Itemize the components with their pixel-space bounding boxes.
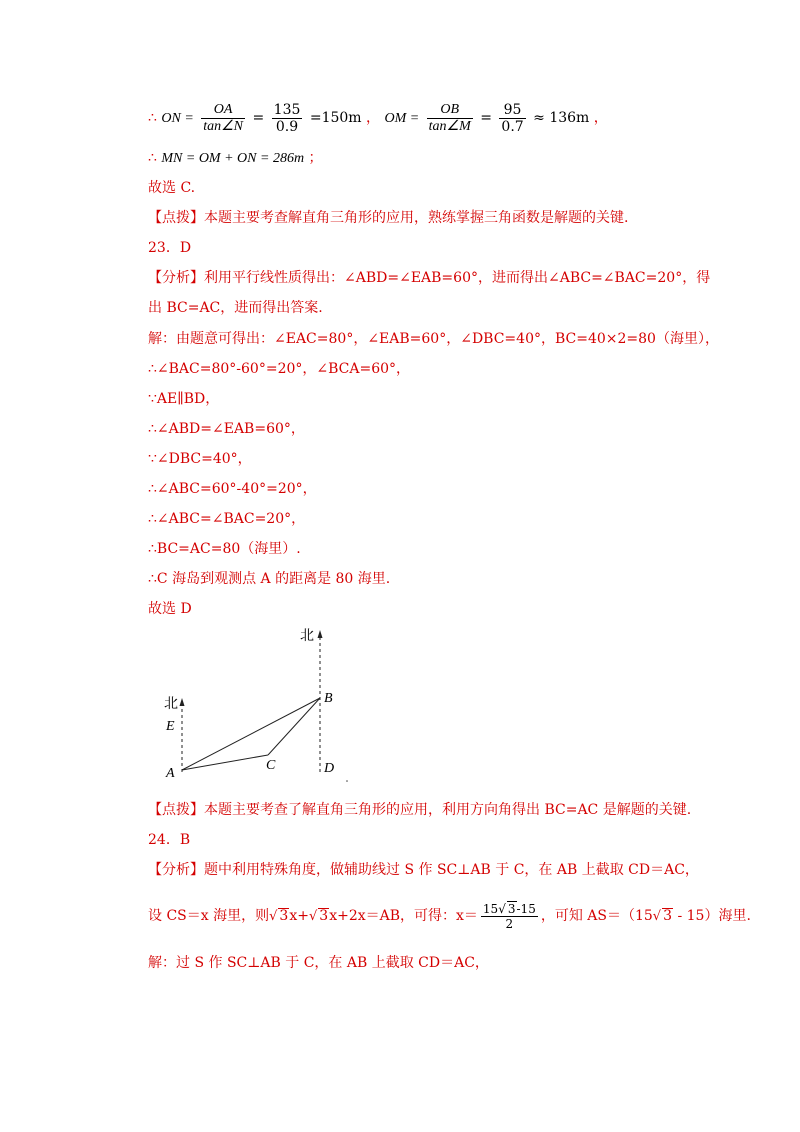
fraction-numerator: 135 bbox=[273, 101, 301, 118]
fraction-denominator: tan∠N bbox=[203, 118, 244, 134]
solution-line-24: 解：过 S 作 SC⊥AB 于 C，在 AB 上截取 CD＝AC， bbox=[148, 955, 489, 971]
north-label-b: 北 bbox=[300, 629, 314, 644]
fraction-oa-tan-n bbox=[201, 102, 245, 135]
segment-ab bbox=[182, 698, 320, 770]
numerator-part: 15 bbox=[482, 902, 499, 916]
solution-line: ∴C 海岛到观测点 A 的距离是 80 海里. bbox=[148, 571, 391, 587]
fraction-x-value bbox=[481, 901, 538, 931]
hint-tag: 【点拨】 bbox=[148, 802, 204, 818]
fraction-denominator: tan∠M bbox=[428, 118, 471, 134]
mn-expression: MN = OM + ON = 286m bbox=[161, 151, 305, 166]
analysis-equation-24 bbox=[148, 898, 751, 935]
sqrt-sign: √ bbox=[652, 909, 662, 924]
segment-ac bbox=[182, 755, 268, 770]
text-part: x+ bbox=[289, 908, 309, 924]
separator: ， bbox=[593, 110, 608, 126]
text-part: ，可知 AS＝（15 bbox=[540, 908, 653, 924]
sqrt-sign: √ bbox=[269, 909, 278, 924]
sqrt-sign: √ bbox=[308, 909, 318, 924]
arrow-north-b bbox=[318, 630, 323, 638]
solution-line: ∴∠ABC=60°-40°=20°， bbox=[148, 481, 317, 497]
separator: ， bbox=[366, 110, 381, 126]
hint-text: 本题主要考查了解直角三角形的应用，利用方向角得出 BC=AC 是解题的关键. bbox=[204, 802, 692, 818]
equals-sign: = bbox=[252, 110, 265, 126]
therefore-symbol: ∴ bbox=[148, 110, 157, 126]
on-result: =150m bbox=[309, 110, 362, 126]
sqrt-sign: √ bbox=[498, 902, 506, 916]
solution-line: ∵AE∥BD， bbox=[148, 391, 220, 407]
point-label-d: D bbox=[324, 761, 335, 776]
therefore-symbol: ∴ bbox=[148, 150, 157, 166]
numerator-part: -15 bbox=[516, 902, 536, 916]
speck bbox=[346, 780, 348, 782]
fraction-denominator: 2 bbox=[505, 917, 514, 931]
text-part: - 15）海里. bbox=[673, 908, 751, 924]
fraction-numerator: 95 bbox=[499, 102, 525, 119]
hint-line-22 bbox=[148, 208, 628, 228]
segment-cb bbox=[268, 698, 320, 755]
radicand: 3 bbox=[319, 908, 329, 924]
arrow-north-a bbox=[180, 698, 185, 706]
radicand: 3 bbox=[279, 908, 289, 924]
answer-line-d: 故选 D bbox=[148, 601, 192, 617]
answer-line-c: 故选 C. bbox=[148, 180, 196, 196]
radicand: 3 bbox=[663, 908, 673, 924]
solution-line: ∵∠DBC=40°， bbox=[148, 451, 252, 467]
text-part: 设 CS＝x 海里，则 bbox=[148, 908, 270, 924]
analysis-line-24 bbox=[148, 860, 699, 880]
hint-text: 本题主要考查解直角三角形的应用，熟练掌握三角函数是解题的关键. bbox=[204, 210, 629, 226]
point-label-e: E bbox=[166, 719, 175, 734]
analysis-line-23-cont: 出 BC=AC，进而得出答案. bbox=[148, 300, 323, 316]
solution-line: ∴BC=AC=80（海里）. bbox=[148, 541, 301, 557]
om-lhs: OM = bbox=[384, 111, 420, 126]
equation-on-om bbox=[148, 98, 608, 139]
separator: ； bbox=[308, 150, 323, 166]
fraction-135-0.9 bbox=[272, 102, 303, 135]
point-label-b: B bbox=[324, 691, 333, 706]
hint-line-23 bbox=[148, 800, 691, 820]
solution-line: 解：由题意可得出：∠EAC=80°，∠EAB=60°，∠DBC=40°，BC=40×2=80（海里）， bbox=[148, 331, 719, 347]
analysis-tag: 【分析】 bbox=[148, 862, 204, 878]
equation-mn bbox=[148, 148, 323, 169]
solution-line: ∴∠ABD=∠EAB=60°， bbox=[148, 421, 305, 437]
fraction-numerator: OA bbox=[201, 102, 245, 119]
fraction-denominator: 0.7 bbox=[501, 118, 524, 135]
question-number-24: 24．B bbox=[148, 832, 191, 848]
analysis-line-23 bbox=[148, 268, 710, 288]
point-label-c: C bbox=[266, 758, 276, 773]
question-number-23: 23．D bbox=[148, 240, 192, 256]
analysis-text: 题中利用特殊角度，做辅助线过 S 作 SC⊥AB 于 C，在 AB 上截取 CD＝AC， bbox=[204, 862, 699, 878]
solution-line: ∴∠ABC=∠BAC=20°， bbox=[148, 511, 306, 527]
om-result: ≈ 136m bbox=[533, 110, 590, 126]
fraction-95-0.7 bbox=[499, 102, 525, 135]
hint-tag: 【点拨】 bbox=[148, 210, 204, 226]
point-label-a: A bbox=[166, 766, 175, 781]
radicand: 3 bbox=[507, 902, 516, 916]
on-lhs: ON = bbox=[161, 111, 194, 126]
analysis-text: 利用平行线性质得出：∠ABD=∠EAB=60°，进而得出∠ABC=∠BAC=20°，得 bbox=[204, 270, 711, 286]
solution-line: ∴∠BAC=80°-60°=20°，∠BCA=60°， bbox=[148, 361, 411, 377]
bearing-diagram bbox=[150, 620, 370, 790]
fraction-denominator: 0.9 bbox=[275, 118, 299, 135]
fraction-ob-tan-m bbox=[427, 102, 473, 135]
text-part: x+2x＝AB，可得：x＝ bbox=[329, 908, 478, 924]
north-label-a: 北 bbox=[164, 697, 178, 712]
analysis-tag: 【分析】 bbox=[148, 270, 204, 286]
fraction-numerator: OB bbox=[427, 102, 473, 119]
equals-sign: = bbox=[480, 110, 492, 126]
fraction-numerator bbox=[481, 901, 538, 917]
